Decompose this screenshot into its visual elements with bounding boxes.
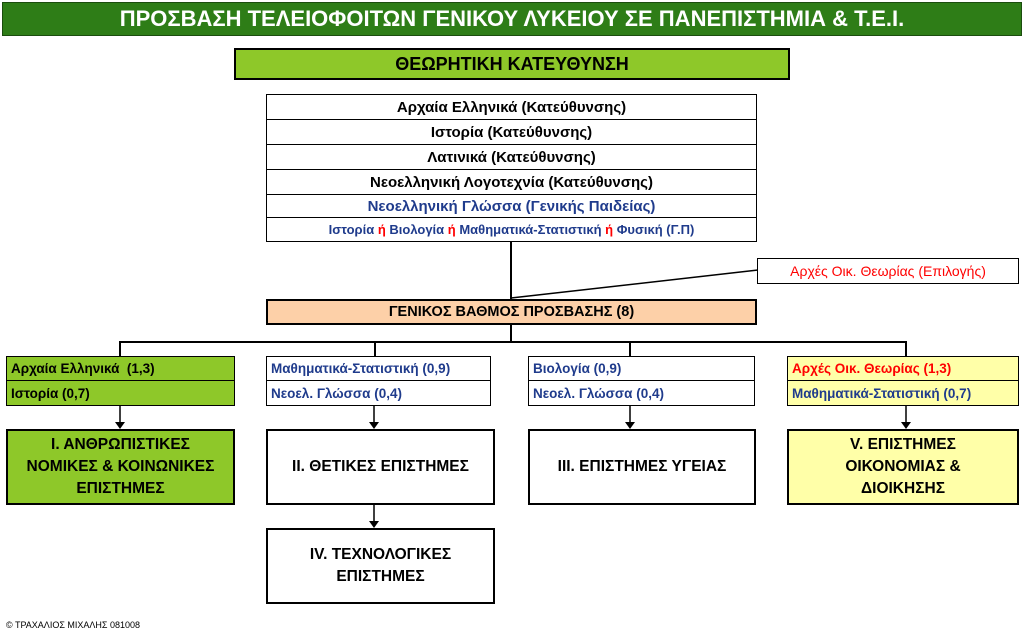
weights-box-5 [787,356,1019,406]
copyright [6,620,140,630]
field-name: ΙΙΙ. ΕΠΙΣΤΗΜΕΣ ΥΓΕΙΑΣ [557,458,727,475]
weight-label: Μαθηματικά-Στατιστική (0,7) [792,385,972,401]
subject-option-biology: Βιολογία [385,222,448,237]
weight-row [788,381,1018,405]
subject-row [267,195,756,218]
subject-option-physics: Φυσική (Γ.Π) [613,222,695,237]
subjects-box [266,94,757,242]
subject-row [267,120,756,145]
weight-row [267,357,490,381]
weights-box-2 [266,356,491,406]
general-grade-box [266,299,757,325]
field-box-humanities [6,429,235,505]
weight-label: Νεοελ. Γλώσσα (0,4) [533,385,664,401]
subject-row [267,170,756,195]
field-box-health [528,429,756,505]
field-box-technology [266,528,495,604]
weight-row [7,357,234,381]
title-banner [2,2,1022,36]
subject-option-history: Ιστορία [328,222,378,237]
weight-label: Αρχαία Ελληνικά (1,3) [11,361,155,376]
general-grade-label: ΓΕΝΙΚΟΣ ΒΑΘΜΟΣ ΠΡΟΣΒΑΣΗΣ (8) [388,304,635,320]
weight-row [529,357,754,381]
weights-box-1 [6,356,235,406]
weight-label: Μαθηματικά-Στατιστική (0,9) [271,361,451,376]
subject-row [267,145,756,170]
arrow-icon [623,406,637,430]
connector-line [629,341,631,357]
weight-label: Αρχές Οικ. Θεωρίας (1,3) [792,361,952,376]
weight-row [7,381,234,405]
arrow-icon [367,406,381,430]
arrow-icon [113,406,127,430]
connector-line [905,341,907,357]
weight-label: Νεοελ. Γλώσσα (0,4) [271,385,402,401]
connector-line [510,325,512,342]
elective-box [757,258,1019,284]
field-name: ΙV. ΤΕΧΝΟΛΟΓΙΚΕΣ ΕΠΙΣΤΗΜΕΣ [309,546,452,585]
subject-latin: Λατινικά (Κατεύθυνσης) [427,148,596,166]
or-text: ή [605,222,614,237]
field-box-economics [787,429,1019,505]
or-text: ή [447,222,456,237]
field-name: Ι. ΑΝΘΡΩΠΙΣΤΙΚΕΣ ΝΟΜΙΚΕΣ & ΚΟΙΝΩΝΙΚΕΣ ΕΠΙΣΤΗΜΕΣ [26,436,215,497]
elective-label: Αρχές Οικ. Θεωρίας (Επιλογής) [790,263,986,279]
connector-line [119,341,121,357]
direction-title: ΘΕΩΡΗΤΙΚΗ ΚΑΤΕΥΘΥΝΣΗ [395,53,629,74]
or-text: ή [377,222,386,237]
arrow-icon [899,406,913,430]
weight-label: Ιστορία (0,7) [11,385,90,401]
elective-connector [510,268,760,300]
subject-history: Ιστορία (Κατεύθυνσης) [430,123,593,141]
subject-modern-greek: Νεοελληνική Γλώσσα (Γενικής Παιδείας) [367,197,656,215]
direction-box [234,48,790,80]
weight-row [267,381,490,405]
weight-row [529,381,754,405]
subject-option-math: Μαθηματικά-Στατιστική [455,222,606,237]
subject-literature: Νεοελληνική Λογοτεχνία (Κατεύθυνσης) [370,173,653,191]
subject-ancient-greek: Αρχαία Ελληνικά (Κατεύθυνσης) [396,98,627,116]
copyright-text: © ΤΡΑΧΑΛΙΟΣ ΜΙΧΑΛΗΣ 081008 [6,620,140,630]
connector-line [119,341,907,343]
field-name: ΙΙ. ΘΕΤΙΚΕΣ ΕΠΙΣΤΗΜΕΣ [292,458,469,475]
connector-line [374,341,376,357]
page-title: ΠΡΟΣΒΑΣΗ ΤΕΛΕΙΟΦΟΙΤΩΝ ΓΕΝΙΚΟΥ ΛΥΚΕΙΟΥ ΣΕ ΠΑΝΕΠΙΣΤΗΜΙΑ & Τ.Ε.Ι. [119,6,905,31]
field-name: V. ΕΠΙΣΤΗΜΕΣ ΟΙΚΟΝΟΜΙΑΣ & ΔΙΟΙΚΗΣΗΣ [845,436,961,497]
weight-row [788,357,1018,381]
subject-row [267,95,756,120]
arrow-icon [367,505,381,529]
weights-box-3 [528,356,755,406]
field-box-sciences [266,429,495,505]
subject-row [267,218,756,241]
weight-label: Βιολογία (0,9) [533,361,622,376]
